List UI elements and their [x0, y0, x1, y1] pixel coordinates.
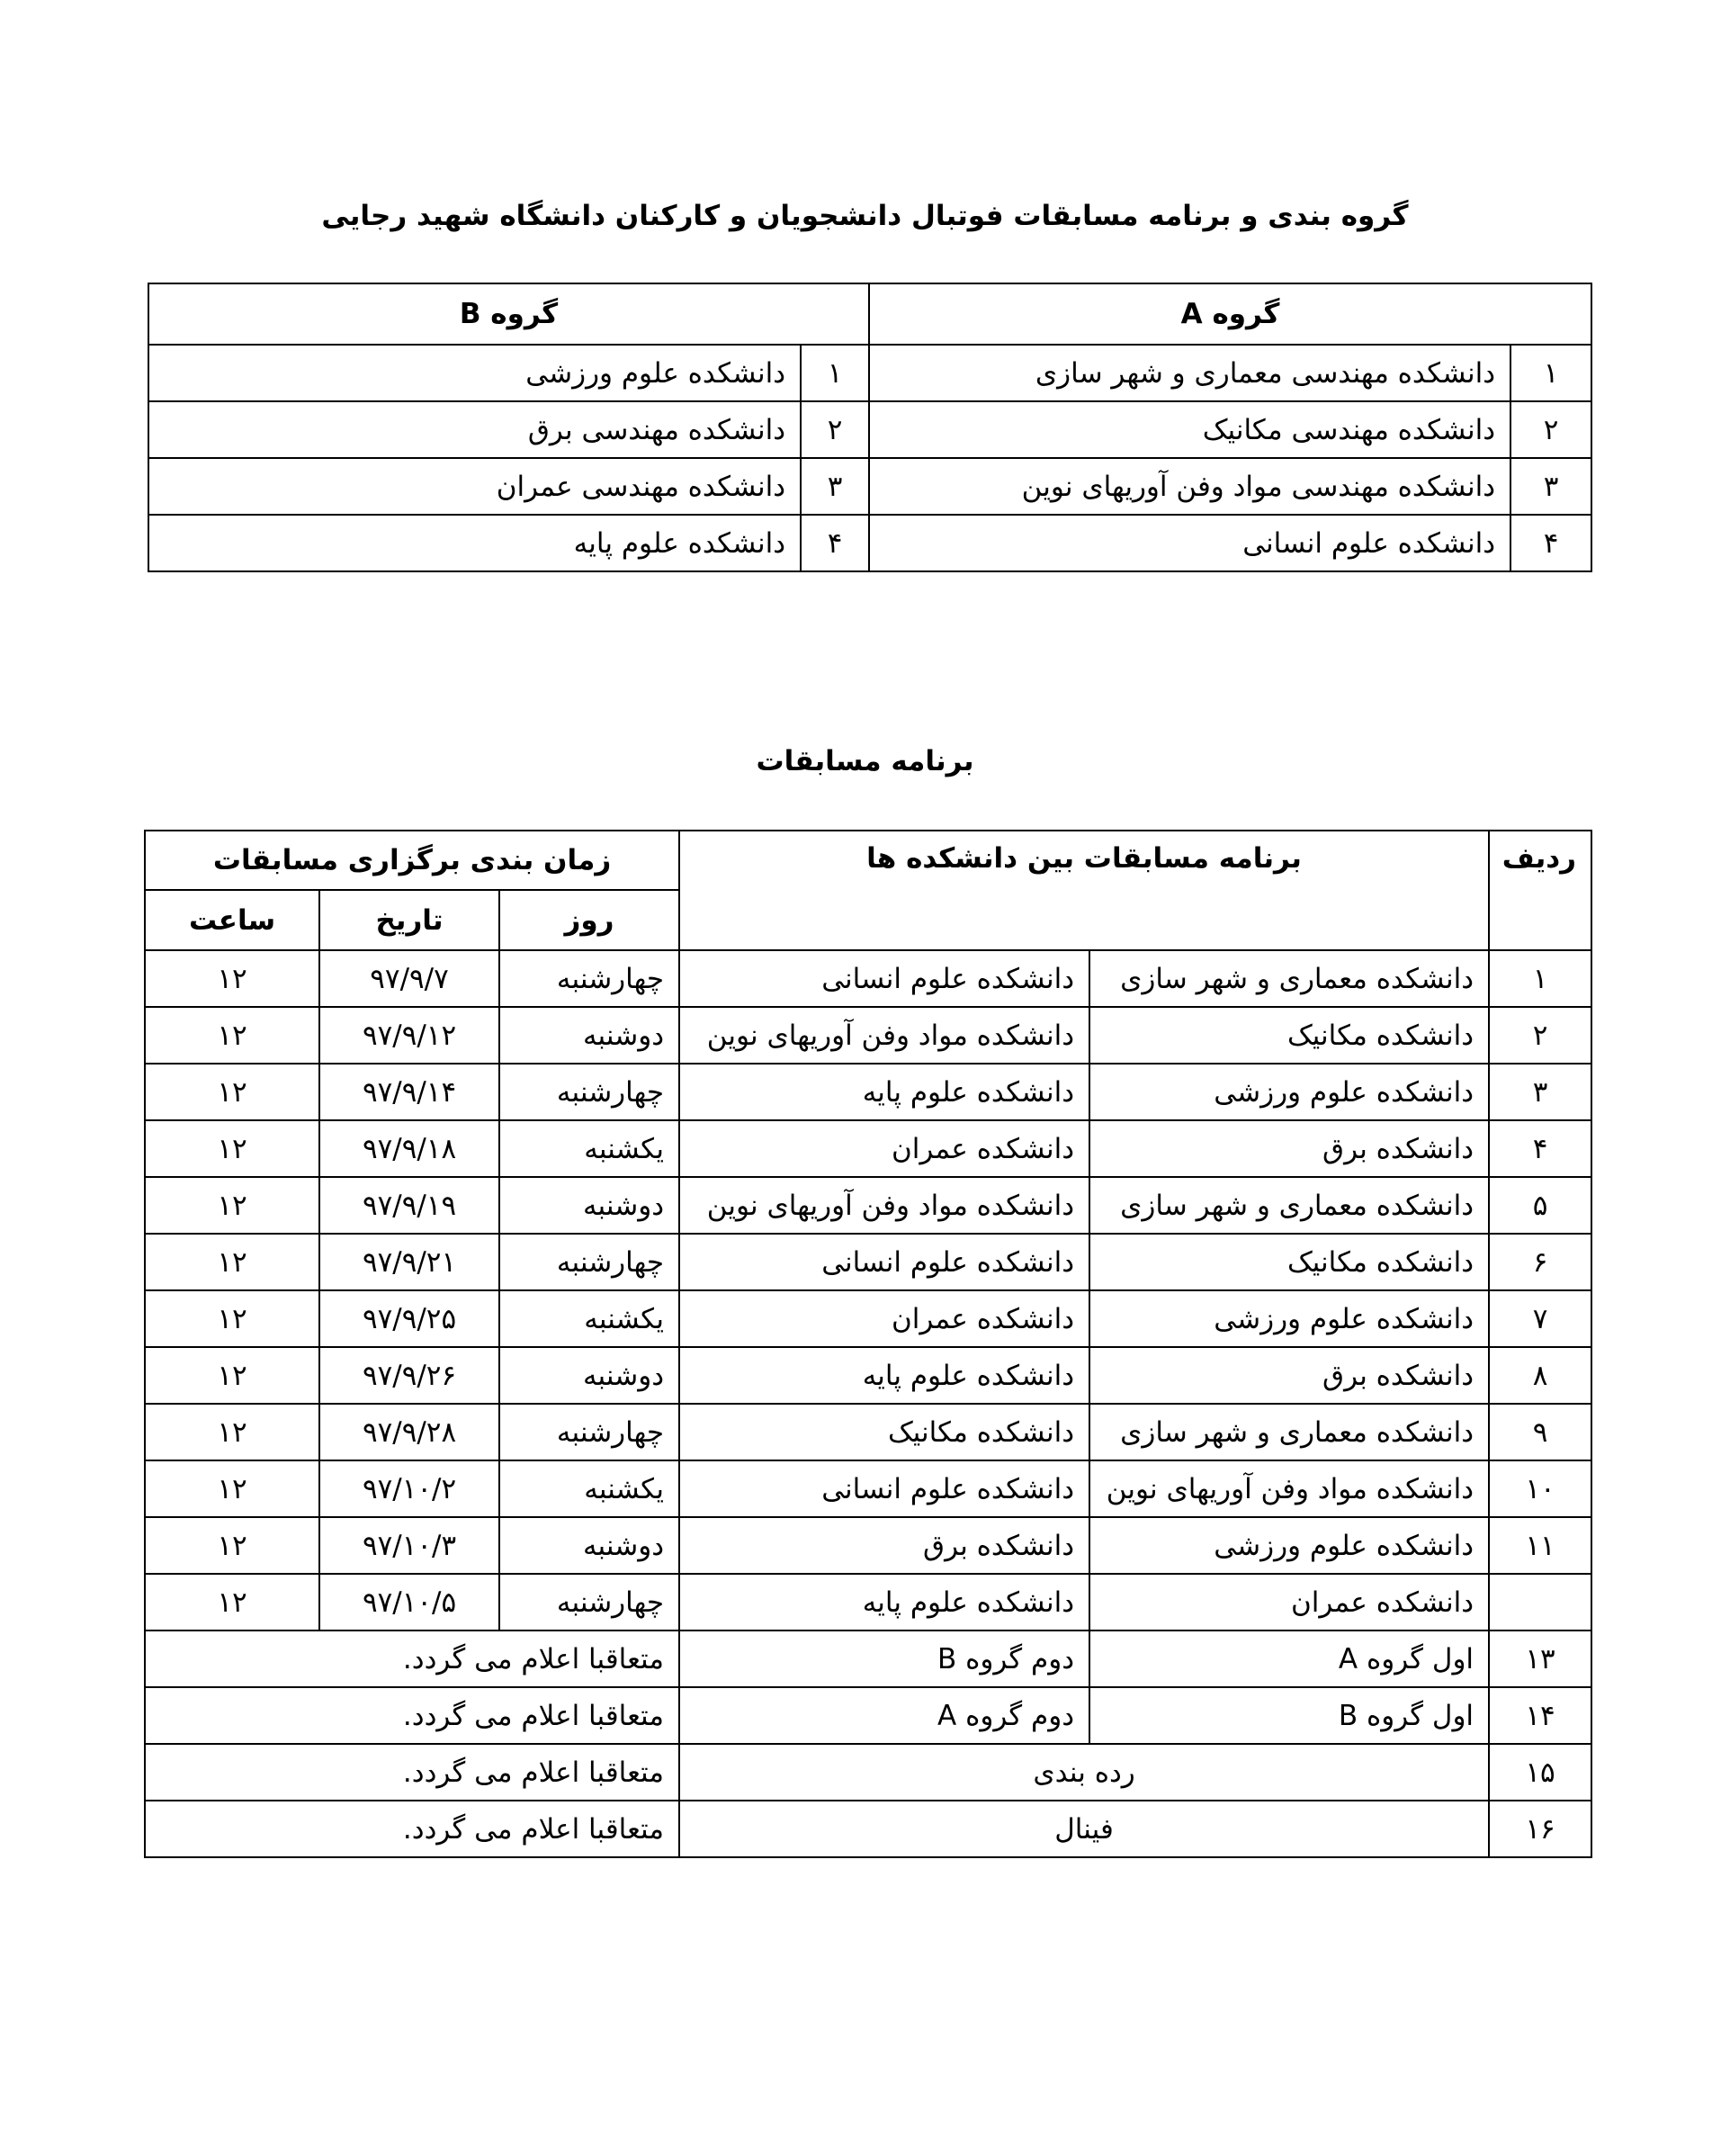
team1-cell: اول گروه B	[1089, 1687, 1489, 1744]
group-a-team: دانشکده مهندسی مواد وفن آوریهای نوین	[869, 458, 1510, 515]
group-a-number: ۲	[1510, 401, 1591, 458]
team1-cell: دانشکده معماری و شهر سازی	[1089, 950, 1489, 1007]
radif-cell: ۸	[1489, 1347, 1591, 1404]
group-a-number: ۱	[1510, 345, 1591, 401]
hour-cell: ۱۲	[145, 1290, 319, 1347]
table-row	[145, 1234, 1591, 1290]
hour-cell: ۱۲	[145, 1120, 319, 1177]
hour-header: ساعت	[145, 890, 319, 950]
table-row	[145, 1517, 1591, 1574]
date-header: تاریخ	[319, 890, 499, 950]
team1-cell: دانشکده علوم ورزشی	[1089, 1064, 1489, 1120]
team1-cell: دانشکده مکانیک	[1089, 1234, 1489, 1290]
radif-cell: ۱۳	[1489, 1630, 1591, 1687]
hour-cell: ۱۲	[145, 1234, 319, 1290]
radif-cell: ۱۱	[1489, 1517, 1591, 1574]
table-row	[145, 1687, 1591, 1744]
group-b-team: دانشکده علوم ورزشی	[148, 345, 801, 401]
date-cell: ۹۷/۹/۱۲	[319, 1007, 499, 1064]
radif-cell: ۴	[1489, 1120, 1591, 1177]
page-title: گروه بندی و برنامه مسابقات فوتبال دانشجویان و کارکنان دانشگاه شهید رجایی	[321, 200, 1409, 232]
table-row	[145, 1290, 1591, 1347]
day-cell: دوشنبه	[499, 1007, 679, 1064]
radif-cell: ۱۶	[1489, 1801, 1591, 1857]
day-cell: یکشنبه	[499, 1460, 679, 1517]
day-cell: چهارشنبه	[499, 1574, 679, 1630]
radif-cell: ۷	[1489, 1290, 1591, 1347]
day-cell: چهارشنبه	[499, 1404, 679, 1460]
group-b-number: ۲	[801, 401, 869, 458]
radif-cell: ۱۴	[1489, 1687, 1591, 1744]
radif-cell: ۵	[1489, 1177, 1591, 1234]
date-cell: ۹۷/۹/۲۱	[319, 1234, 499, 1290]
group-a-team: دانشکده مهندسی مکانیک	[869, 401, 1510, 458]
radif-cell: ۲	[1489, 1007, 1591, 1064]
table-row	[145, 1744, 1591, 1801]
team2-cell: دانشکده عمران	[679, 1290, 1089, 1347]
hour-cell: ۱۲	[145, 1007, 319, 1064]
team1-cell: دانشکده برق	[1089, 1347, 1489, 1404]
group-b-number: ۴	[801, 515, 869, 571]
date-cell: ۹۷/۹/۲۸	[319, 1404, 499, 1460]
team1-cell: دانشکده معماری و شهر سازی	[1089, 1177, 1489, 1234]
radif-cell: ۹	[1489, 1404, 1591, 1460]
team2-cell: دانشکده مواد وفن آوریهای نوین	[679, 1007, 1089, 1064]
day-cell: چهارشنبه	[499, 950, 679, 1007]
date-cell: ۹۷/۹/۱۸	[319, 1120, 499, 1177]
group-a-team: دانشکده علوم انسانی	[869, 515, 1510, 571]
stage-cell: فینال	[679, 1801, 1489, 1857]
team1-cell: دانشکده معماری و شهر سازی	[1089, 1404, 1489, 1460]
day-cell: چهارشنبه	[499, 1234, 679, 1290]
day-cell: دوشنبه	[499, 1347, 679, 1404]
table-row	[145, 1574, 1591, 1630]
date-cell: ۹۷/۹/۷	[319, 950, 499, 1007]
date-cell: ۹۷/۹/۲۶	[319, 1347, 499, 1404]
team2-cell: دانشکده مواد وفن آوریهای نوین	[679, 1177, 1089, 1234]
stage-cell: رده بندی	[679, 1744, 1489, 1801]
group-a-team: دانشکده مهندسی معماری و شهر سازی	[869, 345, 1510, 401]
team2-cell: دوم گروه A	[679, 1687, 1089, 1744]
date-cell: ۹۷/۹/۱۴	[319, 1064, 499, 1120]
team1-cell: دانشکده مکانیک	[1089, 1007, 1489, 1064]
table-row	[145, 1630, 1591, 1687]
schedule-title: برنامه مسابقات	[756, 745, 974, 777]
team2-cell: دانشکده علوم انسانی	[679, 1234, 1089, 1290]
group-b-number: ۳	[801, 458, 869, 515]
day-cell: چهارشنبه	[499, 1064, 679, 1120]
team2-cell: دوم گروه B	[679, 1630, 1089, 1687]
day-cell: دوشنبه	[499, 1177, 679, 1234]
team2-cell: دانشکده علوم پایه	[679, 1064, 1089, 1120]
hour-cell: ۱۲	[145, 1064, 319, 1120]
radif-cell: ۶	[1489, 1234, 1591, 1290]
table-row	[145, 1404, 1591, 1460]
radif-cell: ۳	[1489, 1064, 1591, 1120]
radif-cell: ۱۵	[1489, 1744, 1591, 1801]
table-row	[145, 1347, 1591, 1404]
hour-cell: ۱۲	[145, 1404, 319, 1460]
team1-cell: دانشکده علوم ورزشی	[1089, 1517, 1489, 1574]
group-b-team: دانشکده علوم پایه	[148, 515, 801, 571]
group-b-header: گروه B	[148, 283, 869, 345]
date-cell: ۹۷/۹/۲۵	[319, 1290, 499, 1347]
day-header: روز	[499, 890, 679, 950]
team2-cell: دانشکده برق	[679, 1517, 1089, 1574]
schedule-table	[144, 830, 1592, 1858]
team1-cell: دانشکده برق	[1089, 1120, 1489, 1177]
announcement-cell: متعاقبا اعلام می گردد.	[145, 1801, 679, 1857]
group-a-header: گروه A	[869, 283, 1591, 345]
team2-cell: دانشکده علوم انسانی	[679, 950, 1089, 1007]
group-a-number: ۴	[1510, 515, 1591, 571]
hour-cell: ۱۲	[145, 1517, 319, 1574]
group-b-number: ۱	[801, 345, 869, 401]
team2-cell: دانشکده علوم پایه	[679, 1574, 1089, 1630]
group-b-team: دانشکده مهندسی عمران	[148, 458, 801, 515]
group-b-team: دانشکده مهندسی برق	[148, 401, 801, 458]
announcement-cell: متعاقبا اعلام می گردد.	[145, 1744, 679, 1801]
team1-cell: اول گروه A	[1089, 1630, 1489, 1687]
table-row	[145, 1177, 1591, 1234]
team1-cell: دانشکده عمران	[1089, 1574, 1489, 1630]
radif-header: ردیف	[1489, 831, 1591, 950]
radif-cell: ۱۰	[1489, 1460, 1591, 1517]
hour-cell: ۱۲	[145, 950, 319, 1007]
table-row	[148, 515, 1591, 571]
day-cell: یکشنبه	[499, 1290, 679, 1347]
hour-cell: ۱۲	[145, 1347, 319, 1404]
matches-header: برنامه مسابقات بین دانشکده ها	[679, 831, 1489, 950]
radif-cell: ۱	[1489, 950, 1591, 1007]
hour-cell: ۱۲	[145, 1177, 319, 1234]
table-row	[145, 1801, 1591, 1857]
announcement-cell: متعاقبا اعلام می گردد.	[145, 1630, 679, 1687]
date-cell: ۹۷/۹/۱۹	[319, 1177, 499, 1234]
team2-cell: دانشکده عمران	[679, 1120, 1089, 1177]
date-cell: ۹۷/۱۰/۲	[319, 1460, 499, 1517]
table-row	[145, 1064, 1591, 1120]
day-cell: دوشنبه	[499, 1517, 679, 1574]
table-row	[145, 1460, 1591, 1517]
table-row	[145, 1120, 1591, 1177]
team2-cell: دانشکده علوم پایه	[679, 1347, 1089, 1404]
table-row	[148, 458, 1591, 515]
team1-cell: دانشکده مواد وفن آوریهای نوین	[1089, 1460, 1489, 1517]
hour-cell: ۱۲	[145, 1460, 319, 1517]
team2-cell: دانشکده مکانیک	[679, 1404, 1089, 1460]
radif-cell	[1489, 1574, 1591, 1630]
hour-cell: ۱۲	[145, 1574, 319, 1630]
table-row	[148, 401, 1591, 458]
table-row	[148, 345, 1591, 401]
table-row	[145, 950, 1591, 1007]
team2-cell: دانشکده علوم انسانی	[679, 1460, 1089, 1517]
group-a-number: ۳	[1510, 458, 1591, 515]
date-cell: ۹۷/۱۰/۳	[319, 1517, 499, 1574]
timing-header: زمان بندی برگزاری مسابقات	[145, 831, 679, 890]
date-cell: ۹۷/۱۰/۵	[319, 1574, 499, 1630]
announcement-cell: متعاقبا اعلام می گردد.	[145, 1687, 679, 1744]
day-cell: یکشنبه	[499, 1120, 679, 1177]
groups-table	[148, 283, 1592, 572]
table-row	[145, 1007, 1591, 1064]
team1-cell: دانشکده علوم ورزشی	[1089, 1290, 1489, 1347]
